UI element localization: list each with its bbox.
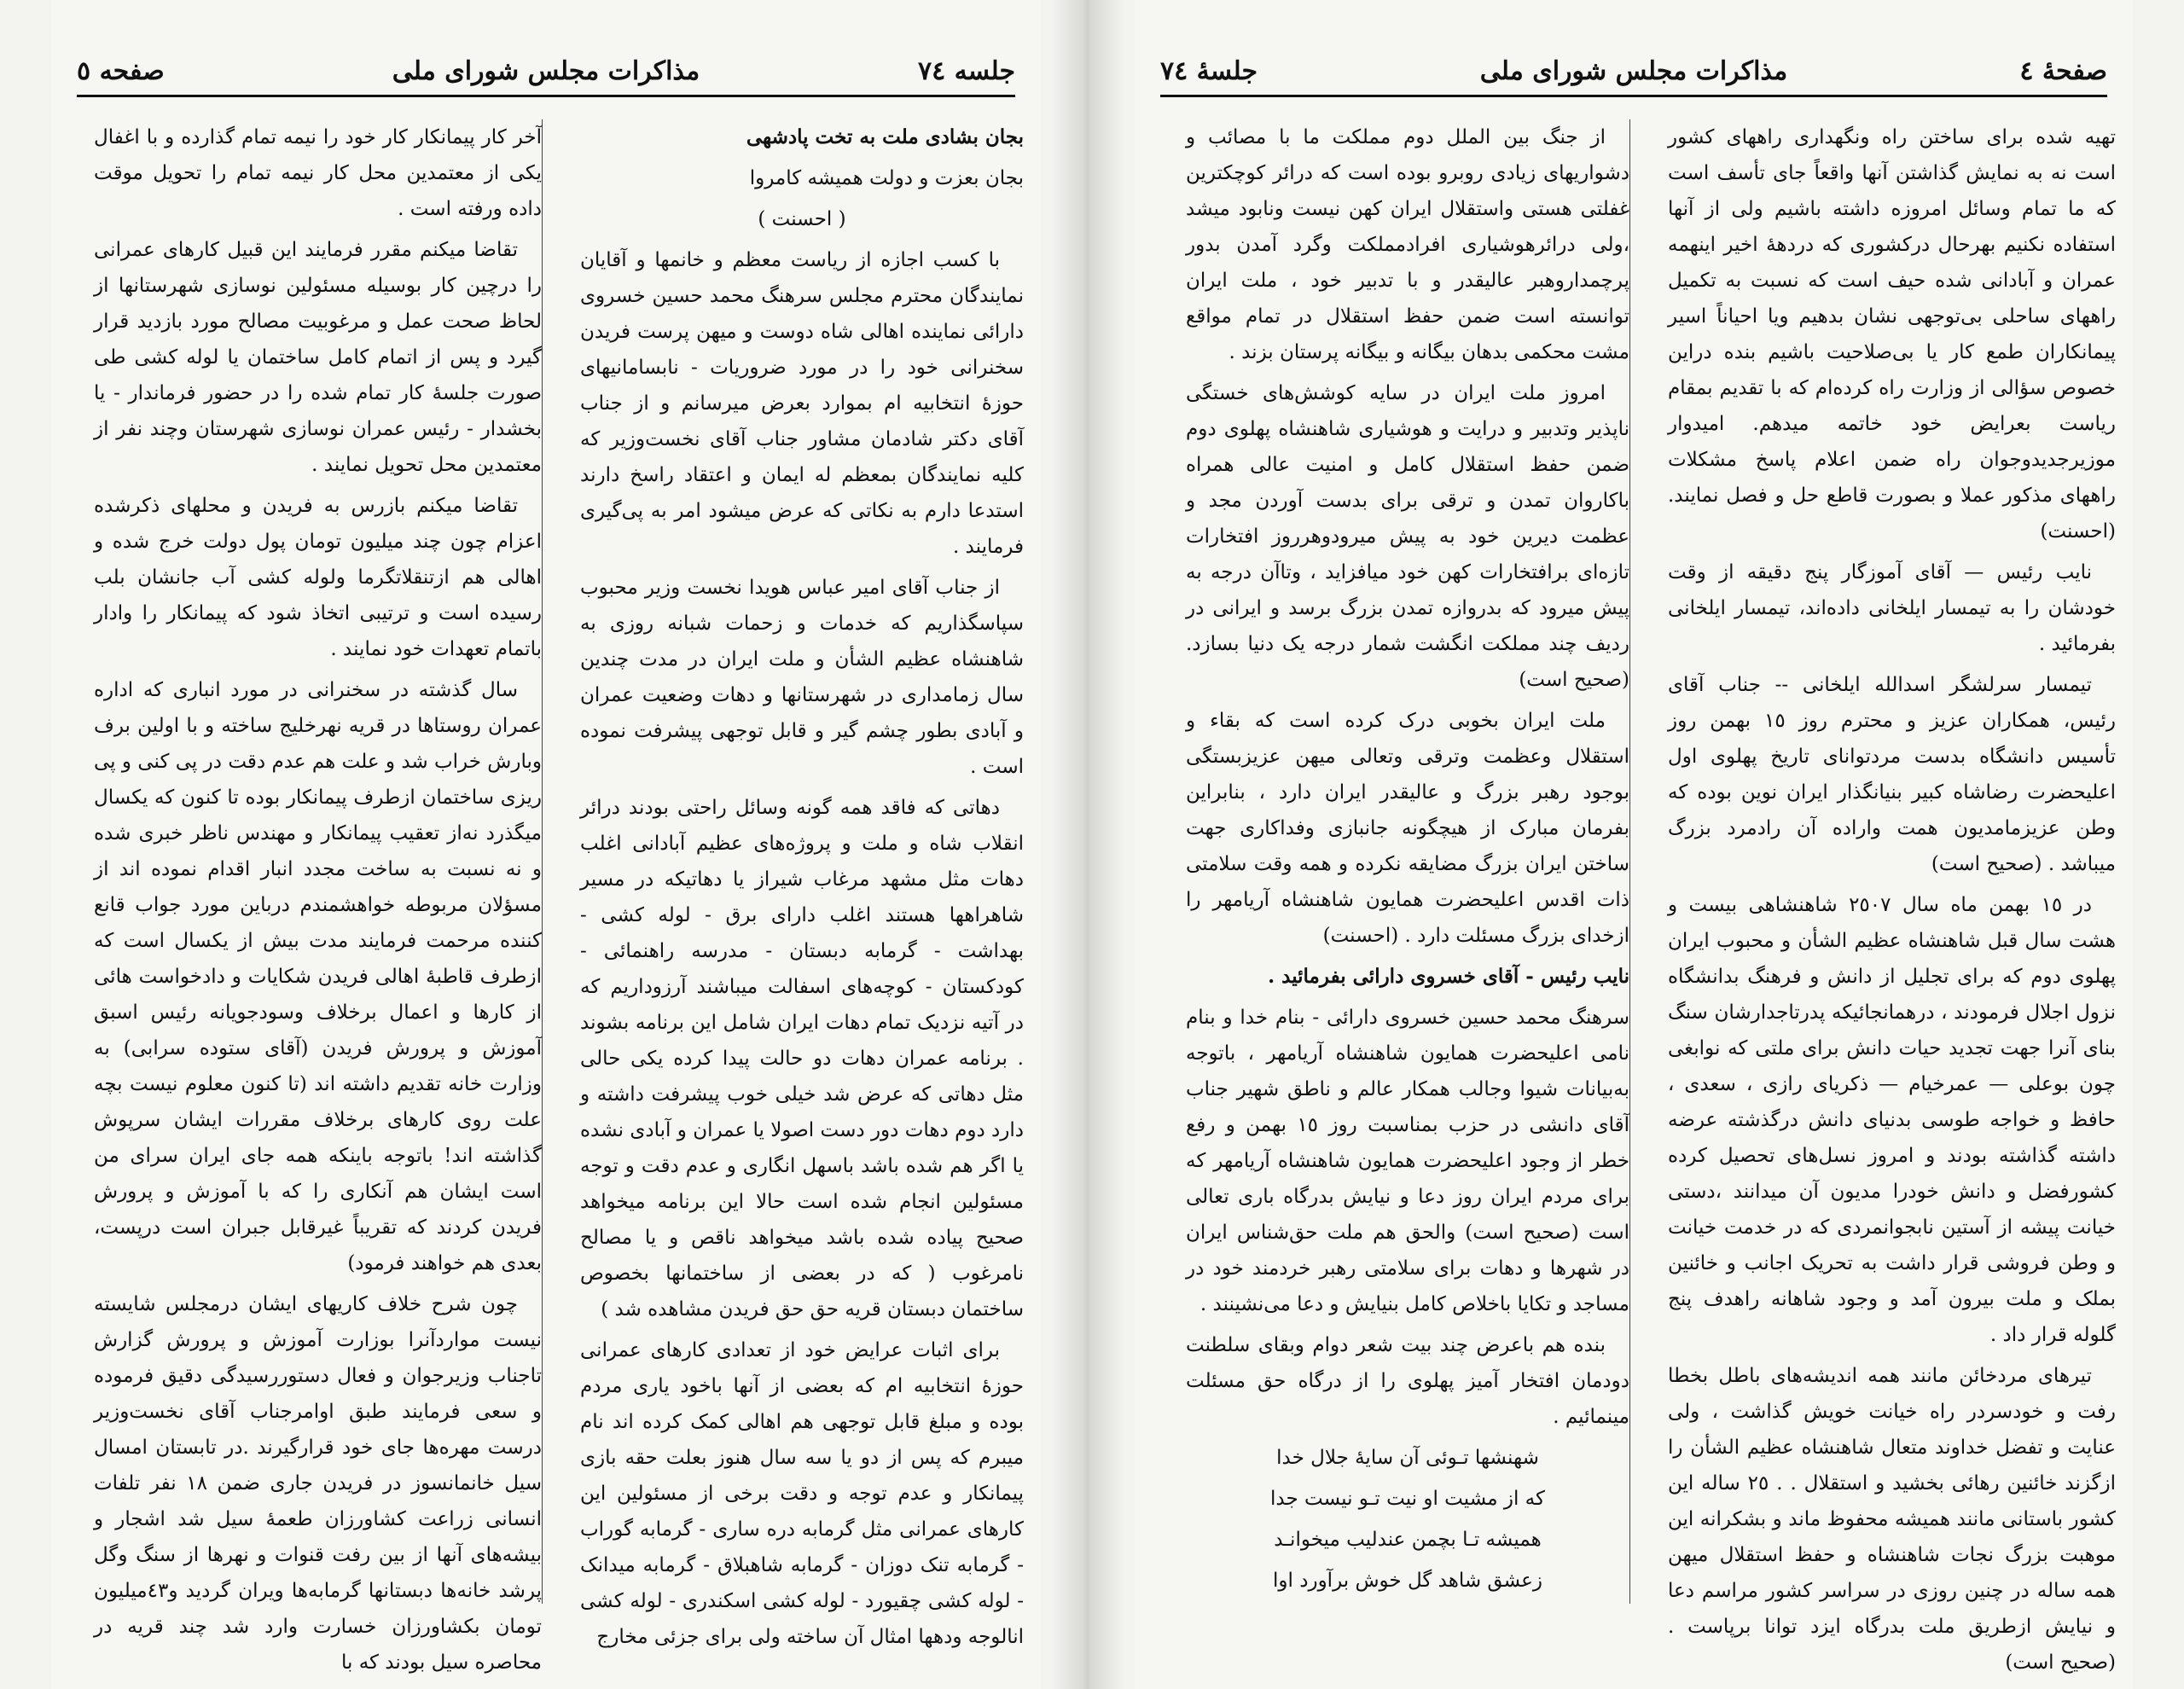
book-gutter: [1051, 0, 1124, 1689]
paragraph: بجان بعزت و دولت همیشه کامروا: [749, 167, 1024, 189]
column-divider: [1629, 119, 1630, 1604]
paragraph: چون شرح خلاف کاریهای ایشان درمجلس شایسته نیست مواردآنرا بوزارت آموزش و پرورش گزارش تاجناب وزیرجوان و فعال دستوررسیدگی دقیق فرموده و سعی فرمایند طبق اوامرجناب آقای نخست‌وزیر درست مهره‌ها جای خود قرارگیرند .در تابستان امسال سیل خانمانسوز در فریدن جاری ضمن ١٨ نفر تلفات انسانی زراعت کشاورزان طعمهٔ سیل شد اشجار و بیشه‌های آنها از بین رفت قنوات و نهرها از سنگ وگل پرشد خانه‌ها دبستانها گرمابه‌ها ویران گردید و٤٣میلیون تومان بکشاورزان خسارت وارد شد چند قریه در محاصره سیل بودند که با: [94, 1293, 542, 1674]
speaker-paragraph: سرهنگ محمد حسین خسروی دارائی - بنام خدا و بنام نامی اعلیحضرت همایون شاهنشاه آریامهر ، باتوجه به‌بیانات شیوا وجالب همکار عالم و ناطق شهیر جناب آقای دانشی در حزب بمناسبت روز ١٥ بهمن و رفع خطر از وجود اعلیحضرت همایون شاهنشاه آریامهر که برای مردم ایران روز دعا و نیایش بدرگاه باری تعالی است (صحیح است) والحق هم ملت حق‌شناس ایران در شهرها و دهات برای سلامتی رهبر خردمند خود در مساجد و تکایا باخلاص کامل بنیایش و دعا می‌نشینند .: [1186, 1007, 1629, 1315]
paragraph: بجان بشادی ملت به تخت پادشهی: [746, 125, 1024, 148]
paragraph: از جناب آقای امیر عباس هویدا نخست وزیر محبوب سپاسگذاریم که خدمات و زحمات شبانه روزی به شاهنشاه عظیم الشأن و ملت ایران در مدت چندین سال زمامداری در شهرستانها و دهات وضعیت عمران و آبادی بطور چشم گیر و قابل توجهی پیشرفت نموده است .: [580, 577, 1024, 778]
paragraph: امروز ملت ایران در سایه کوشش‌های خستگی ناپذیر وتدبیر و درایت و هوشیاری شاهنشاه پهلوی دوم ضمن حفظ استقلال کامل و امنیت عالی همراه باکاروان تمدن و ترقی برای بدست آوردن مجد و عظمت دیرین خود به پیش میرودوهرروز افتخارات تازه‌ای برافتخارات کهن خود میافزاید ، وتاآن درجه به پیش میرود که بدروازه تمدن بزرگ برسد و ایرانی در ردیف چند مملکت انگشت شمار درجه یک دنیا بسازد. (صحیح است): [1186, 382, 1629, 691]
page-header: [77, 49, 1015, 92]
header-page-label: صفحه ٥: [77, 55, 165, 86]
page-header: [1160, 49, 2107, 92]
column-right: [580, 119, 1024, 1660]
paragraph: آخر کار پیمانکار کار خود را نیمه تمام گذارده و با اغفال یکی از معتمدین محل کار نیمه تمام را تحویل موقت داده ورفته است .: [94, 126, 542, 220]
speaker-paragraph: نایب رئیس - آقای خسروی دارائی بفرمائید .: [1268, 965, 1629, 988]
paragraph: بنده هم باعرض چند بیت شعر دوام وبقای سلطنت دودمان افتخار آمیز پهلوی را از درگاه حق مسئلت مینمائیم .: [1186, 1334, 1629, 1428]
paragraph: تیرهای مردخائن مانند همه اندیشه‌های باطل بخطا رفت و خودسردر راه خیانت خویش گذاشت ، ولی عنایت و تفضل خداوند متعال شاهنشاه عظیم الشأن را ازگزند خائنین رهائی بخشید و استقلال . . ٢٥ ساله این کشور باستانی مانند همیشه محفوظ ماند و بشکرانه این موهبت بزرگ نجات شاهنشاه و حفظ استقلال میهن همه ساله در چنین روزی در سراسر کشور مراسم دعا و نیایش ازطریق ملت بدرگاه ایزد توانا برپاست . (صحیح است): [1668, 1365, 2116, 1674]
paragraph: سال گذشته در سخنرانی در مورد انباری که اداره عمران روستاها در قریه نهرخلیج ساخته و با اولین برف وبارش خراب شد و علت هم عدم دقت در پی کنی و پی ریزی ساختمان ازطرف پیمانکار بوده تا کنون که یکسال میگذرد نه‌از تعقیب پیمانکار و مهندس ناظر خبری شده و نه نسبت به ساخت مجدد انبار اقدام نموده اند از مسؤلان مربوطه خواهشمندم درباین مورد جواب قانع کننده مرحمت فرمایند مدت بیش از یکسال است که ازطرف قاطبهٔ اهالی فریدن شکایات و دادخواست هائی از کارها و اعمال برخلاف وسودجویانه رئیس اسبق آموزش و پرورش فریدن (آقای ستوده سرابی) به وزارت خانه تقدیم داشته اند (تا کنون معلوم نیست بچه علت روی کارهای برخلاف مقررات ایشان سرپوش گذاشته اند! باتوجه باینکه همه جای ایران سرای من است ایشان هم آنکاری را که با آموزش و پرورش فریدن کردند که تقریباً غیرقابل جبران است درپست، بعدی هم خواهند فرمود): [94, 679, 542, 1274]
verse-line: زعشق شاهد گل خوش برآورد اوا: [1273, 1570, 1542, 1592]
paragraph: ( احسنت ): [758, 208, 846, 230]
header-title: مذاکرات مجلس شورای ملی: [1479, 55, 1788, 86]
paragraph: دهاتی که فاقد همه گونه وسائل راحتی بودند درائر انقلاب شاه و ملت و پروژه‌های عظیم آبادانی اغلب دهات مثل مشهد مرغاب شیراز یا دهاتیکه در مسیر شاهراهها هستند اغلب دارای برق - لوله کشی - بهداشت - گرمابه دبستان - مدرسه راهنمائی - کودکستان - کوچه‌های اسفالت میباشند آرزوداریم که در آتیه نزدیک تمام دهات ایران شامل این برنامه بشوند . برنامه عمران دهات دو حالت پیدا کرده یکی حالی مثل دهاتی که عرض شد خیلی خوب پیشرفت داشته و دارد دوم دهات دور دست اصولا یا عمران و آبادی نشده یا اگر هم شده باشد باسهل انگاری و عدم دقت و توجه مسئولین انجام شده است حالا این برنامه میخواهد صحیح پیاده شده باشد میخواهد ناقص و یا مصالح نامرغوب ( که در بعضی از ساختمانها بخصوص ساختمان دبستان قریه حق حق فریدن مشاهده شد ): [580, 797, 1024, 1320]
column-divider: [542, 119, 543, 1604]
paragraph: در ١٥ بهمن ماه سال ٢٥٠٧ شاهنشاهی بیست و هشت سال قبل شاهنشاه عظیم الشأن و محبوب ایران پهلوی دوم که برای تجلیل از دانش و فرهنگ بدانشگاه نزول اجلال فرمودند ، درهمانجائیکه پدرتاجدارشان سنگ بنای آنرا جهت تجدید حیات دانش برای ملتی که نوابغی چون بوعلی — عمرخیام — ذکریای رازی ، سعدی ، حافظ و خواجه طوسی بدنیای دانش درگذشته عرضه داشته گذاشته بودند و امروز نسل‌های تحصیل کرده کشورفضل و دانش خودرا مدیون آن میدانند ،دستی خیانت پیشه از آستین نابجوانمردی که در خدمت خیانت و وطن فروشی قرار داشت به تحریک اجانب و خائنین بملک و ملت بیرون آمد و وجود شاهانه راهدف پنج گلوله قرار داد .: [1668, 894, 2116, 1346]
paragraph: تهیه شده برای ساختن راه ونگهداری راههای کشور است نه به نمایش گذاشتن آنها واقعاً جای تأسف است که ما تمام وسائل امروزه داشته باشیم ولی از آنها استفاده نکنیم بهرحال درکشوری که دردههٔ اخیر اینهمه عمران و آبادانی شده حیف است که نسبت به تکمیل راههای ساحلی بی‌توجهی نشان بدهیم ویا احیاناً اسیر پیمانکاران طمع کار یا بی‌صلاحیت باشیم بنده دراین خصوص سؤالی از وزارت راه کرده‌ام که با تقدیم بمقام ریاست بعرایض خود خاتمه میدهم. امیدوار موزیرجدیدوجوان راه ضمن اعلام پاسخ مشکلات راههای مذکور عملا و بصورت قاطع حل و فصل نمایند. (احسنت): [1668, 126, 2116, 543]
page-5: [51, 0, 1041, 1689]
speaker-paragraph: نایب رئیس — آقای آموزگار پنج دقیقه از وقت خودشان را به تیمسار ایلخانی داده‌اند، تیمسار ایلخانی بفرمائید .: [1668, 561, 2116, 655]
paragraph: از جنگ بین الملل دوم مملکت ما با مصائب و دشواریهای زیادی روبرو بوده است که درائر کوچکترین غفلتی هستی واستقلال ایران کهن نیست ونابود میشد ،ولی درائرهوشیاری افرادمملکت وگرد آمدن بدور پرچمداروهبر عالیقدر و با تدبیر خود ، ملت ایران توانسته است ضمن حفظ استقلال در تمام مواقع مشت محکمی بدهان بیگانه و بیگانه پرستان بزند .: [1186, 126, 1629, 363]
page-4: [1135, 0, 2133, 1689]
header-page-label: صفحهٔ ٤: [2019, 55, 2107, 86]
header-title: مذاکرات مجلس شورای ملی: [392, 55, 700, 86]
column-left: [94, 119, 542, 1686]
column-left: [1186, 119, 1629, 1604]
column-right: [1668, 119, 2116, 1686]
speaker-paragraph: تیمسار سرلشگر اسدالله ایلخانی -- جناب آقای رئیس، همکاران عزیز و محترم روز ١٥ بهمن روز تأسیس دانشگاه بدست مردتوانای تاریخ پهلوی اول اعلیحضرت رضاشاه کبیر بنیانگذار ایران نوین بوده که وطن عزیزمامدیون همت واراده آن رادمرد بزرگ میباشد . (صحیح است): [1668, 674, 2116, 875]
paragraph: ملت ایران بخوبی درک کرده است که بقاء و استقلال وعظمت وترقی وتعالی میهن عزیزبستگی بوجود رهبر بزرگ و عالیقدر ایران دارد ، بنابراین بفرمان مبارک از هیچگونه جانبازی وفداکاری جهت ساختن ایران بزرگ مضایقه نکرده و همه وقت سلامتی ذات اقدس اعلیحضرت همایون شاهنشاه آریامهر را ازخدای بزرگ مسئلت دارد . (احسنت): [1186, 710, 1629, 947]
verse-line: همیشه تـا بچمن عندلیب میخوانـد: [1274, 1529, 1542, 1551]
paragraph: برای اثبات عرایض خود از تعدادی کارهای عمرانی حوزهٔ انتخابیه ام که بعضی از آنها باخود یاری مردم بوده و مبلغ قابل توجهی هم اهالی کمک کرده اند نام میبرم که پس از دو یا سه سال هنوز بعلت حقه بازی پیمانکار و عدم توجه و دقت برخی از مسئولین این کارهای عمرانی مثل گرمابه دره ساری - گرمابه گوراب - گرمابه تنک دوزان - گرمابه شاهبلاق - گرمابه میدانک - لوله کشی چقیورد - لوله کشی اسکندری - لوله کشی انالوجه ودهها امثال آن ساخته ولی برای جزئی مخارج: [580, 1339, 1024, 1648]
header-rule: [1160, 95, 2107, 97]
header-rule: [77, 95, 1015, 97]
paragraph: تقاضا میکنم مقرر فرمایند این قبیل کارهای عمرانی را درچین کار بوسیله مسئولین نوسازی شهرستانها از لحاظ صحت عمل و مرغوبیت مصالح مورد بازدید قرار گیرد و پس از اتمام کامل ساختمان یا لوله کشی طی صورت جلسهٔ کار تمام شده را در حضور فرماندار - یا بخشدار - رئیس عمران نوسازی شهرستان وچند نفر از معتمدین محل تحویل نمایند .: [94, 239, 542, 476]
verse-line: شهنشها تـوئی آن سایهٔ جلال خدا: [1276, 1447, 1539, 1469]
header-session: جلسهٔ ٧٤: [1160, 55, 1258, 86]
verse-line: که از مشیت او نیت تـو نیست جدا: [1270, 1488, 1545, 1510]
paragraph: با کسب اجازه از ریاست معظم و خانمها و آقایان نمایندگان محترم مجلس سرهنگ محمد حسین خسروی دارائی نماینده اهالی شاه دوست و میهن پرست فریدن سخنرانی خود را در مورد ضروریات - نابسامانیهای حوزهٔ انتخابیه ام بموارد بعرض میرسانم و از جناب آقای دکتر شادمان مشاور جناب آقای نخست‌وزیر که کلیه نمایندگان بمعظم له ایمان و اعتقاد راسخ دارند استدعا دارم به نکاتی که عرض میشود امر به پی‌گیری فرمایند .: [580, 249, 1024, 558]
header-session: جلسه ٧٤: [917, 55, 1015, 86]
paragraph: تقاضا میکنم بازرس به فریدن و محلهای ذکرشده اعزام چون چند میلیون تومان پول دولت خرج شده و اهالی هم ازتنقلاتگرما ولوله کشی آب جانشان بلب رسیده است و ترتیبی اتخاذ شود که پیمانکار را وادار باتمام تعهدات خود نمایند .: [94, 495, 542, 660]
